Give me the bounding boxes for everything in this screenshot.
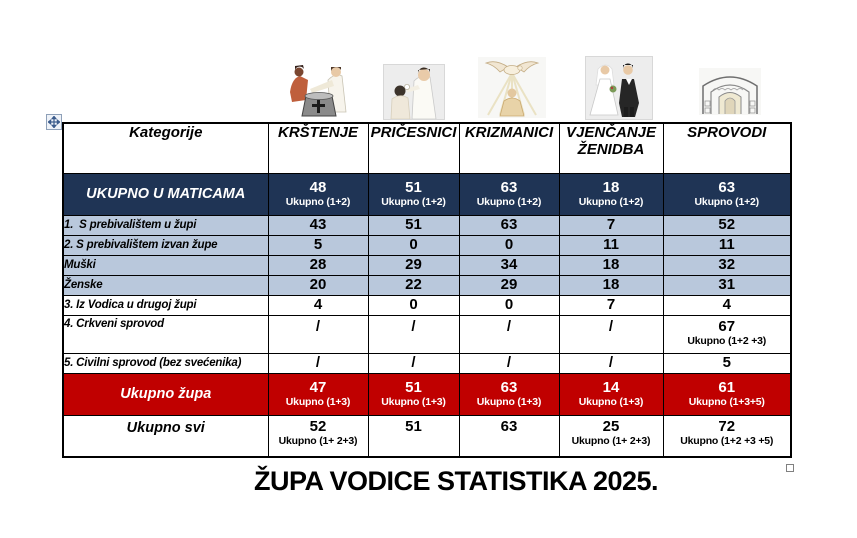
cell-value: 63 bbox=[459, 215, 559, 235]
cell-sublabel: Ukupno (1+3) bbox=[381, 396, 446, 409]
column-header-krizmanici: KRIZMANICI bbox=[459, 123, 559, 173]
cell bbox=[459, 373, 559, 415]
statistics-table bbox=[62, 122, 792, 458]
cell-sublabel: Ukupno (1+3) bbox=[285, 396, 351, 409]
cell-value: / bbox=[368, 353, 459, 373]
cell-value: 22 bbox=[368, 275, 459, 295]
row-label: Ukupno svi bbox=[63, 415, 268, 457]
cell-value: 29 bbox=[459, 275, 559, 295]
cell-value: 0 bbox=[368, 235, 459, 255]
cell-value: 51 bbox=[405, 178, 422, 196]
cell-value: 31 bbox=[663, 275, 791, 295]
row-label: 3. Iz Vodica u drugoj župi bbox=[63, 295, 268, 315]
column-header-pricesnici: PRIČESNICI bbox=[368, 123, 459, 173]
cell-value: 4 bbox=[663, 295, 791, 315]
cell-value: / bbox=[368, 315, 459, 353]
cell bbox=[559, 415, 663, 457]
column-header-krstenje: KRŠTENJE bbox=[268, 123, 368, 173]
column-header-vjencanje-zenidba: VJENČANJE ŽENIDBA bbox=[559, 123, 663, 173]
cell-value: 47 bbox=[309, 378, 327, 396]
cell-value: 52 bbox=[663, 215, 791, 235]
cell-value: 63 bbox=[500, 417, 518, 435]
row-label: Ukupno župa bbox=[63, 373, 268, 415]
cell-value: 0 bbox=[368, 295, 459, 315]
cell bbox=[368, 173, 459, 215]
cell bbox=[459, 173, 559, 215]
row-label: 1. S prebivalištem u župi bbox=[63, 215, 268, 235]
row-label: 5. Civilni sprovod (bez svećenika) bbox=[63, 353, 268, 373]
cell bbox=[268, 415, 368, 457]
communion-illustration bbox=[384, 65, 444, 119]
row-label: Muški bbox=[63, 255, 268, 275]
cell-value: 18 bbox=[559, 275, 663, 295]
cell-sublabel: Ukupno (1+2) bbox=[476, 196, 542, 209]
cell-value: / bbox=[559, 353, 663, 373]
table-row-iz-vodica-u-drugoj-zupi bbox=[63, 295, 791, 315]
cell-value: 18 bbox=[602, 178, 620, 196]
column-header-sprovodi: SPROVODI bbox=[663, 123, 791, 173]
cell-sublabel: Ukupno (1+3) bbox=[476, 396, 542, 409]
table-row-prebivaliste-izvan-zupe bbox=[63, 235, 791, 255]
cell-value: / bbox=[268, 315, 368, 353]
cell-sublabel: Ukupno (1+3) bbox=[578, 396, 644, 409]
cell bbox=[459, 415, 559, 457]
page-title: ŽUPA VODICE STATISTIKA 2025. bbox=[253, 466, 659, 496]
baptism-image bbox=[286, 62, 350, 118]
cell-value: / bbox=[459, 315, 559, 353]
cell-value: 67 bbox=[718, 317, 736, 335]
cell bbox=[559, 173, 663, 215]
cell-value: 29 bbox=[368, 255, 459, 275]
dove-illustration bbox=[478, 57, 546, 118]
cell-value: 25 bbox=[602, 417, 620, 435]
cell-value: 0 bbox=[459, 295, 559, 315]
cell bbox=[268, 173, 368, 215]
cell-value: 51 bbox=[405, 378, 422, 396]
cell-value: 14 bbox=[602, 378, 620, 396]
row-label: 2. S prebivalištem izvan župe bbox=[63, 235, 268, 255]
cell-value: 63 bbox=[718, 178, 736, 196]
wedding-image bbox=[585, 56, 653, 120]
cell-value: 63 bbox=[500, 178, 518, 196]
cell-value: 0 bbox=[459, 235, 559, 255]
cell-sublabel: Ukupno (1+2) bbox=[694, 196, 759, 209]
cell-value: 51 bbox=[368, 215, 459, 235]
cell bbox=[663, 415, 791, 457]
cell bbox=[368, 415, 459, 457]
table-move-handle[interactable] bbox=[46, 114, 62, 130]
table-row-ukupno-svi bbox=[63, 415, 791, 457]
cell-sublabel: Ukupno (1+ 2+3) bbox=[571, 434, 651, 447]
cell-value: / bbox=[268, 353, 368, 373]
cell bbox=[368, 373, 459, 415]
cell-value: 11 bbox=[663, 235, 791, 255]
table-row-civilni-sprovod bbox=[63, 353, 791, 373]
cell-sublabel: Ukupno (1+2) bbox=[285, 196, 351, 209]
table-header-row bbox=[63, 123, 791, 173]
cell bbox=[663, 173, 791, 215]
cell-value: 28 bbox=[268, 255, 368, 275]
cell-value: 32 bbox=[663, 255, 791, 275]
table-row-crkveni-sprovod bbox=[63, 315, 791, 353]
cell bbox=[663, 373, 791, 415]
cell-value: 20 bbox=[268, 275, 368, 295]
cell-value: 72 bbox=[718, 417, 736, 435]
table-row-ukupno-zupa bbox=[63, 373, 791, 415]
communion-image bbox=[383, 64, 445, 120]
cell-value: / bbox=[559, 315, 663, 353]
funeral-church-image bbox=[699, 68, 761, 115]
cell-sublabel: Ukupno (1+3+5) bbox=[688, 396, 765, 409]
cell-value: 51 bbox=[405, 417, 422, 435]
cell-value: 61 bbox=[718, 378, 736, 396]
cell-sublabel: Ukupno (1+2) bbox=[578, 196, 644, 209]
column-header-kategorije: Kategorije bbox=[63, 123, 268, 173]
cell-value: 52 bbox=[309, 417, 327, 435]
cell-value: 7 bbox=[559, 215, 663, 235]
cell-value: 7 bbox=[559, 295, 663, 315]
cell-sublabel: Ukupno (1+ 2+3) bbox=[278, 434, 358, 447]
cell-sublabel: Ukupno (1+2 +3) bbox=[687, 334, 767, 347]
move-cross-arrows-icon bbox=[48, 116, 60, 128]
cell-value: 5 bbox=[268, 235, 368, 255]
cell-value: 11 bbox=[559, 235, 663, 255]
cell bbox=[663, 315, 791, 353]
cell-value: / bbox=[459, 353, 559, 373]
row-label: UKUPNO U MATICAMA bbox=[63, 173, 268, 215]
row-label: 4. Crkveni sprovod bbox=[63, 315, 268, 353]
table-row-prebivaliste-u-zupi bbox=[63, 215, 791, 235]
cell bbox=[268, 373, 368, 415]
cell-sublabel: Ukupno (1+2) bbox=[381, 196, 446, 209]
cell-value: 18 bbox=[559, 255, 663, 275]
wedding-couple-illustration bbox=[586, 57, 652, 119]
row-label: Ženske bbox=[63, 275, 268, 295]
cell-value: 63 bbox=[500, 378, 518, 396]
cell-value: 43 bbox=[268, 215, 368, 235]
cell-value: 4 bbox=[268, 295, 368, 315]
table-row-muski bbox=[63, 255, 791, 275]
church-arch-illustration bbox=[699, 68, 761, 115]
cell bbox=[559, 373, 663, 415]
confirmation-dove-image bbox=[478, 57, 546, 118]
cell-value: 48 bbox=[309, 178, 327, 196]
cell-value: 34 bbox=[459, 255, 559, 275]
table-row-zenske bbox=[63, 275, 791, 295]
cell-value: 5 bbox=[663, 353, 791, 373]
table-row-ukupno-u-maticama bbox=[63, 173, 791, 215]
baptism-illustration bbox=[286, 62, 350, 118]
cell-sublabel: Ukupno (1+2 +3 +5) bbox=[680, 434, 774, 447]
